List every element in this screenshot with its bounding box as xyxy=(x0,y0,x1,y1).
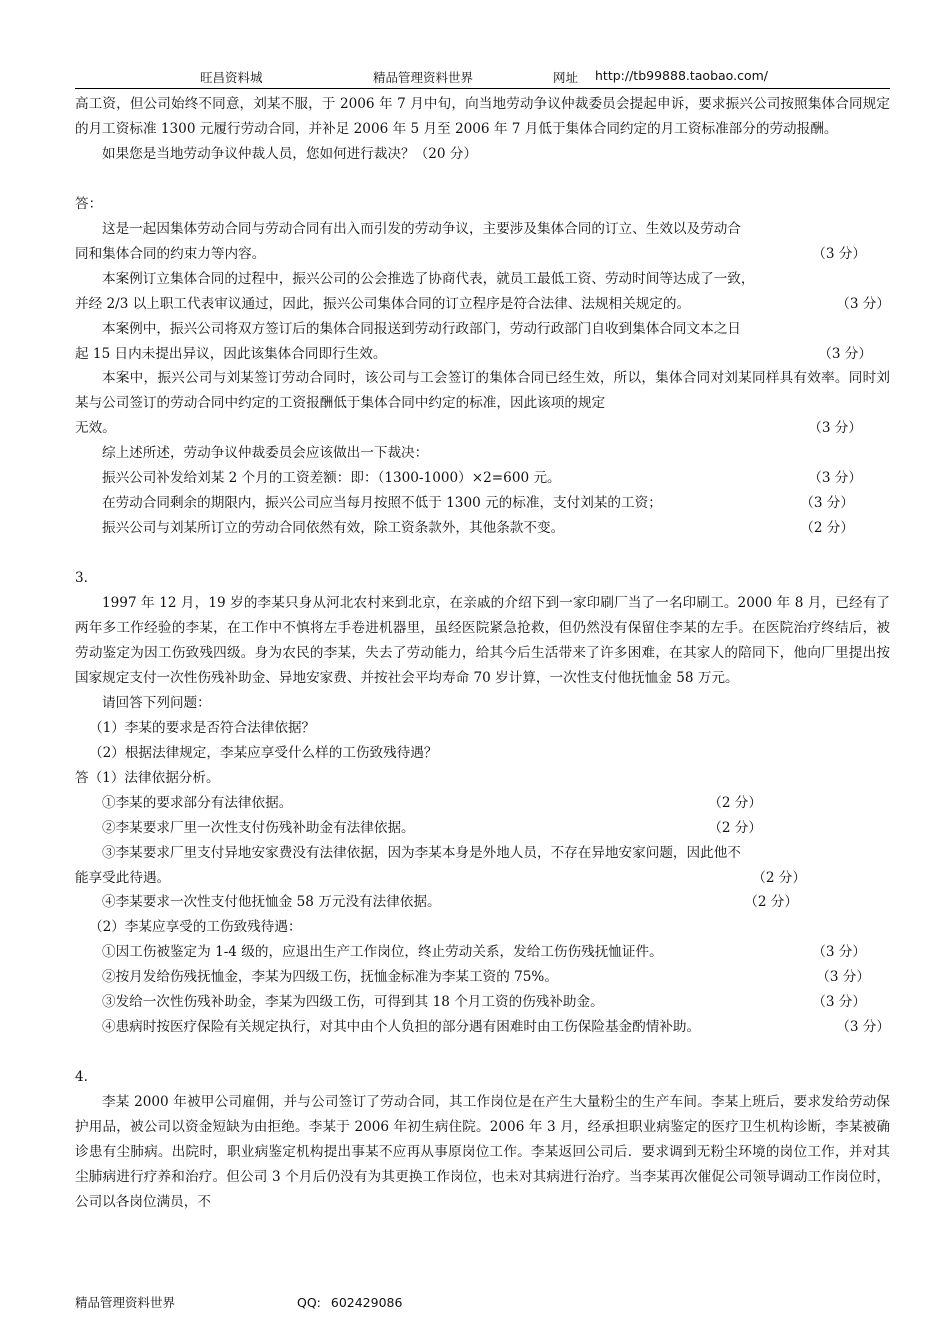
answer-3-benefit4: ④患病时按医疗保险有关规定执行，对其中由个人负担的部分遇有困难时由工伤保险基金酌情补助。 xyxy=(102,1019,701,1036)
score: （2 分） xyxy=(800,520,854,537)
ruling-1: 振兴公司补发给刘某 2 个月的工资差额：即：（1300-1000）×2=600 元。 xyxy=(102,470,561,487)
ruling-2: 在劳动合同剩余的期限内，振兴公司应当每月按照不低于 1300 元的标准，支付刘某的工资； xyxy=(102,495,662,512)
question-3-ask: 请回答下列问题： xyxy=(102,694,211,711)
answer-label: 答： xyxy=(75,195,103,212)
answer-3-item2: ②李某要求厂里一次性支付伤残补助金有法律依据。 xyxy=(102,819,415,836)
answer-3-benefit3: ③发给一次性伤残补助金，李某为四级工伤，可得到其 18 个月工资的伤残补助金。 xyxy=(102,994,604,1011)
question-prompt: 如果您是当地劳动争议仲裁人员，您如何进行裁决？（20 分） xyxy=(102,145,478,162)
score: （3 分） xyxy=(800,495,854,512)
answer-p2: 本案例订立集体合同的过程中，振兴公司的公会推选了协商代表，就员工最低工资、劳动时间等达成了一致， xyxy=(102,270,755,287)
answer-3-item1: ①李某的要求部分有法律依据。 xyxy=(102,794,293,811)
score: （3 分） xyxy=(812,245,866,262)
score: （3 分） xyxy=(808,420,862,437)
answer-p4-end: 无效。 xyxy=(75,420,116,437)
score: （3 分） xyxy=(812,994,866,1011)
question-3-sub2: （2）根据法律规定，李某应享受什么样的工伤致残待遇？ xyxy=(89,744,438,761)
score: （2 分） xyxy=(708,819,762,836)
footer-left: 精品管理资料世界 xyxy=(75,1295,176,1310)
footer-qq-label: QQ: xyxy=(297,1295,321,1310)
header-middle: 精品管理资料世界 xyxy=(373,70,474,85)
answer-3-item4: ④李某要求一次性支付他抚恤金 58 万元没有法律依据。 xyxy=(102,894,441,911)
score: （3 分） xyxy=(836,295,890,312)
score: （2 分） xyxy=(708,794,762,811)
score: （2 分） xyxy=(752,869,806,886)
score: （3 分） xyxy=(836,1019,890,1036)
answer-3-item3-end: 能享受此待遇。 xyxy=(75,869,171,886)
answer-3-part2-title: （2）李某应享受的工伤致残待遇： xyxy=(89,919,302,936)
score: （3 分） xyxy=(812,944,866,961)
question-3-sub1: （1）李某的要求是否符合法律依据？ xyxy=(89,719,316,736)
answer-3-item3: ③李某要求厂里支付异地安家费没有法律依据，因为李某本身是外地人员，不存在异地安家问题，因此他不 xyxy=(102,844,741,861)
answer-p4: 本案中，振兴公司与刘某签订劳动合同时，该公司与工会签订的集体合同已经生效，所以，集体合同对刘某同样具有效率。同时刘某与公司签订的劳动合同中约定的工资报酬低于集体合同中约定的标准，因此该项的规定 xyxy=(75,370,890,412)
answer-p2-end: 并经 2/3 以上职工代表审议通过，因此，振兴公司集体合同的订立程序是符合法律、法规相关规定的。 xyxy=(75,295,691,312)
answer-3-benefit2: ②按月发给伤残抚恤金，李某为四级工伤，抚恤金标准为李某工资的 75%。 xyxy=(102,969,558,986)
footer-qq-number: 602429086 xyxy=(330,1295,403,1310)
ruling-3: 振兴公司与刘某所订立的劳动合同依然有效，除工资条款外，其他条款不变。 xyxy=(102,520,565,537)
score: （3 分） xyxy=(816,969,870,986)
question-3-number: 3. xyxy=(75,570,88,587)
score: （3 分） xyxy=(808,470,862,487)
score: （2 分） xyxy=(744,894,798,911)
answer-p5: 综上述所述，劳动争议仲裁委员会应该做出一下裁决： xyxy=(102,445,429,462)
header-rule xyxy=(75,88,890,89)
document-body xyxy=(75,92,890,1215)
page-footer xyxy=(75,1293,402,1311)
answer-p3-end: 起 15 日内未提出异议，因此该集体合同即行生效。 xyxy=(75,345,387,362)
answer-p1: 这是一起因集体劳动合同与劳动合同有出入而引发的劳动争议，主要涉及集体合同的订立、生效以及劳动合 xyxy=(102,220,741,237)
header-left: 旺昌资料城 xyxy=(200,70,263,85)
answer-p1-end: 同和集体合同的约束力等内容。 xyxy=(75,245,266,262)
intro-paragraph: 高工资，但公司始终不同意，刘某不服，于 2006 年 7 月中旬，向当地劳动争议仲裁委员会提起申诉，要求振兴公司按照集体合同规定的月工资标准 1300 元履行劳动合同，并补足 2006 年 5 月至 2006 年 7 月低于集体合同约定的月工资标准部分的劳动报酬。 xyxy=(75,96,890,137)
page-header xyxy=(0,68,950,88)
answer-3-part1-title: 答（1）法律依据分析。 xyxy=(75,769,220,786)
score: （3 分） xyxy=(818,345,872,362)
answer-3-benefit1: ①因工伤被鉴定为 1-4 级的，应退出生产工作岗位，终止劳动关系，发给工伤伤残抚恤证件。 xyxy=(102,944,663,961)
question-3-story: 1997 年 12 月，19 岁的李某只身从河北农村来到北京，在亲戚的介绍下到一家印刷厂当了一名印刷工。2000 年 8 月，已经有了两年多工作经验的李某，在工作中不慎将左手卷进机器里，虽经医院紧急抢救，但仍然没有保留住李某的左手。在医院治疗终结后，被劳动鉴定为因工伤致残四级。身为农民的李某，失去了劳动能力，给其今后生活带来了许多困难，在其家人的陪同下，他向厂里提出按国家规定支付一次性伤残补助金、异地安家费、并按社会平均寿命 70 岁计算，一次性支付他抚恤金 58 万元。 xyxy=(75,595,890,686)
header-site-url[interactable]: http://tb99888.taobao.com/ xyxy=(595,68,768,83)
answer-p3: 本案例中，振兴公司将双方签订后的集体合同报送到劳动行政部门，劳动行政部门自收到集体合同文本之日 xyxy=(102,320,741,337)
question-4-story: 李某 2000 年被甲公司雇佣，并与公司签订了劳动合同，其工作岗位是在产生大量粉尘的生产车间。李某上班后，要求发给劳动保护用品，被公司以资金短缺为由拒绝。李某于 2006 年初生病住院。2006 年 3 月，经承担职业病鉴定的医疗卫生机构诊断，李某被确诊患有尘肺病。出院时，职业病鉴定机构提出事某不应再从事原岗位工作。李某返回公司后．要求调到无粉尘环境的岗位工作，并对其尘肺病进行疗养和治疗。但公司 3 个月后仍没有为其更换工作岗位，也未对其病进行治疗。当李某再次催促公司领导调动工作岗位时，公司以各岗位满员，不 xyxy=(75,1094,890,1210)
question-4-number: 4. xyxy=(75,1069,88,1086)
header-site-label: 网址 xyxy=(553,70,579,85)
